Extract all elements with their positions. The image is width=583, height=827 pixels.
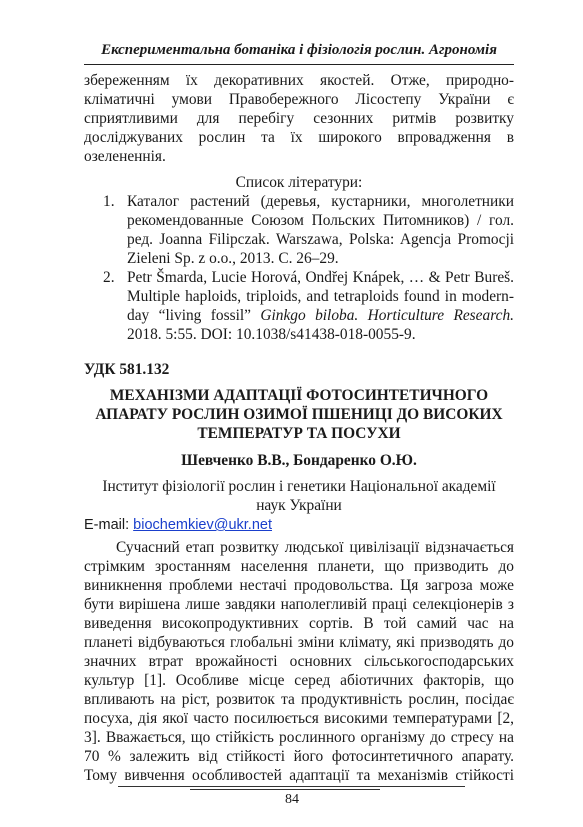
reference-number: 2.	[103, 269, 115, 286]
body-line: виникнення проблеми нестачі продовольства. Ця загроза може	[84, 577, 514, 594]
reference-line: Каталог растений (деревья, кустарники, многолетники	[127, 193, 514, 210]
email-link[interactable]: biochemkiev@ukr.net	[133, 517, 272, 533]
reference-number: 1.	[103, 193, 115, 210]
footer-rule	[118, 786, 465, 787]
body-line: культур [1]. Особливе місце серед абіотичних факторів, що	[84, 672, 514, 689]
email-label: E-mail:	[84, 517, 134, 533]
affiliation-line: наук України	[256, 497, 342, 514]
references-title: Список літератури:	[235, 174, 363, 191]
reference-line	[127, 306, 514, 325]
article-authors: Шевченко В.В., Бондаренко О.Ю.	[181, 452, 417, 469]
article-title-line: МЕХАНІЗМИ АДАПТАЦІЇ ФОТОСИНТЕТИЧНОГО	[109, 387, 489, 404]
prev-article-line: досліджуваних рослин та їх широкого впровадження в	[84, 129, 514, 146]
article-title-line: ТЕМПЕРАТУР ТА ПОСУХИ	[197, 425, 401, 442]
body-line: виведення високопродуктивних сортів. В той самий час на	[84, 615, 514, 632]
body-line: планеті відбуваються глобальні зміни клімату, які призводять до	[84, 634, 514, 651]
body-line: Тому вивчення особливостей адаптації та механізмів стійкості	[84, 767, 514, 784]
reference-line: Multiple haploids, triploids, and tetraploids found in modern-	[127, 288, 514, 305]
article-title-line: АПАРАТУ РОСЛИН ОЗИМОЇ ПШЕНИЦІ ДО ВИСОКИХ	[95, 406, 503, 423]
body-line: стрімким зростанням населення планети, що призводить до	[84, 558, 514, 575]
reference-line: 2018. 5:55. DOI: 10.1038/s41438-018-0055-9.	[127, 326, 416, 343]
body-line: посуха, дія якої часто посилюється високими температурами [2,	[84, 710, 514, 727]
email-row	[84, 515, 272, 535]
reference-text: day “living fossil”	[127, 307, 261, 324]
body-line: 70 % залежить від стійкості його фотосинтетичного апарату.	[84, 748, 514, 765]
header-divider	[84, 64, 514, 65]
prev-article-line: збереженням їх декоративних якостей. Отже, природно-	[84, 72, 514, 89]
body-line: Сучасний етап розвитку людської цивілізації відзначається	[116, 539, 514, 556]
prev-article-line: кліматичні умови Правобережного Лісостепу України є	[84, 91, 514, 108]
reference-line: Zieleni Sp. z o.o., 2013. С. 26–29.	[127, 250, 339, 267]
body-line: значних втрат врожайності основних сільськогосподарських	[84, 653, 514, 670]
reference-line: Petr Šmarda, Lucie Horová, Ondřej Knápek, … & Petr Bureš.	[127, 269, 514, 286]
reference-line: ред. Joanna Filipczak. Warszawa, Polska: Agencja Promocji	[127, 231, 514, 248]
page-number: 84	[285, 792, 299, 807]
footer-rule-short	[190, 789, 380, 790]
reference-italic-text: Ginkgo biloba. Horticulture Research.	[260, 307, 514, 324]
udk-code: УДК 581.132	[84, 361, 170, 378]
body-line: бути вирішена лише завдяки наполегливій праці селекціонерів з	[84, 596, 514, 613]
affiliation-line: Інститут фізіології рослин і генетики Національної академії	[102, 478, 496, 495]
journal-header: Експериментальна ботаніка і фізіологія рослин. Агрономія	[101, 42, 497, 58]
body-line: впливають на ріст, розвиток та продуктивність рослин, посідає	[84, 691, 514, 708]
reference-line: рекомендованные Союзом Польских Питомников) / гол.	[127, 212, 514, 229]
body-line: 3]. Вважається, що стійкість рослинного організму до стресу на	[84, 729, 514, 746]
prev-article-line: озелененнія.	[84, 148, 166, 165]
prev-article-line: сприятливими для перебігу сезонних ритмів розвитку	[84, 110, 514, 127]
